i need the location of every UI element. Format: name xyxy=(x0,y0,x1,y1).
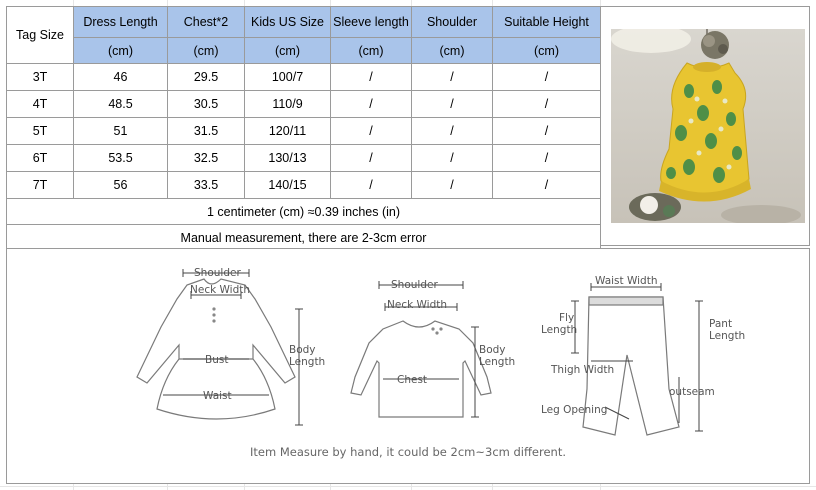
table-cell: 4T xyxy=(7,91,74,118)
header-chest: Chest*2 xyxy=(168,7,245,38)
note-row xyxy=(7,225,601,251)
shirt-outline xyxy=(351,321,491,417)
table-row xyxy=(7,118,601,145)
header-dress-length: Dress Length xyxy=(74,7,168,38)
shirt-neck-label: Neck Width xyxy=(387,299,448,311)
table-cell: / xyxy=(331,172,412,199)
table-cell: 5T xyxy=(7,118,74,145)
table-cell: 56 xyxy=(74,172,168,199)
unit-cell: (cm) xyxy=(493,38,601,64)
table-cell: 31.5 xyxy=(168,118,245,145)
table-cell: 120/11 xyxy=(245,118,331,145)
table-cell: 100/7 xyxy=(245,64,331,91)
table-cell: 32.5 xyxy=(168,145,245,172)
error-note: Manual measurement, there are 2-3cm error xyxy=(7,225,601,251)
table-cell: 7T xyxy=(7,172,74,199)
table-cell: 46 xyxy=(74,64,168,91)
header-tag-size: Tag Size xyxy=(7,7,74,64)
shirt-shoulder-label: Shoulder xyxy=(391,279,438,291)
table-cell: / xyxy=(331,145,412,172)
table-cell: / xyxy=(331,64,412,91)
table-row xyxy=(7,145,601,172)
dress-neck-label: Neck Width xyxy=(190,284,251,296)
pants-fly-length-label: Length xyxy=(541,324,578,336)
unit-cell: (cm) xyxy=(412,38,493,64)
unit-cell: (cm) xyxy=(74,38,168,64)
table-cell: / xyxy=(412,145,493,172)
dress-bust-label: Bust xyxy=(205,354,229,366)
table-cell: 110/9 xyxy=(245,91,331,118)
pants-fly-label: Fly xyxy=(559,312,575,324)
shirt-body-label: Body xyxy=(479,344,506,356)
pants-pant-label: Pant xyxy=(709,318,733,330)
table-cell: 48.5 xyxy=(74,91,168,118)
table-cell: 33.5 xyxy=(168,172,245,199)
table-row xyxy=(7,172,601,199)
dress-length-label: Length xyxy=(289,356,326,368)
pants-waist-label: Waist Width xyxy=(595,275,658,287)
shirt-length-label: Length xyxy=(479,356,516,368)
dress-waist-label: Waist xyxy=(203,390,232,402)
dress-body-label: Body xyxy=(289,344,316,356)
table-row xyxy=(7,91,601,118)
unit-cell: (cm) xyxy=(168,38,245,64)
measure-footnote: Item Measure by hand, it could be 2cm~3cm different. xyxy=(249,445,567,459)
table-cell: / xyxy=(331,91,412,118)
pants-outseam-label: outseam xyxy=(669,386,715,398)
dress-photo-illustration xyxy=(611,29,805,223)
table-cell: / xyxy=(412,172,493,199)
pants-pant-length-label: Length xyxy=(709,330,746,342)
pants-leg-opening-label: Leg Opening xyxy=(541,404,608,416)
dress-shoulder-label: Shoulder xyxy=(194,267,241,279)
grid-line xyxy=(0,486,816,487)
header-sleeve-length: Sleeve length xyxy=(331,7,412,38)
table-cell: 140/15 xyxy=(245,172,331,199)
table-cell: / xyxy=(493,172,601,199)
measurement-diagram xyxy=(6,248,810,484)
unit-cell: (cm) xyxy=(331,38,412,64)
table-cell: 53.5 xyxy=(74,145,168,172)
conversion-note: 1 centimeter (cm) ≈0.39 inches (in) xyxy=(7,199,601,225)
table-cell: / xyxy=(412,64,493,91)
header-kids-us-size: Kids US Size xyxy=(245,7,331,38)
pants-thigh-label: Thigh Width xyxy=(551,364,615,376)
header-row xyxy=(7,7,601,38)
size-chart-table xyxy=(6,6,601,251)
note-row xyxy=(7,199,601,225)
unit-row xyxy=(7,38,601,64)
unit-cell: (cm) xyxy=(245,38,331,64)
product-photo xyxy=(611,29,805,223)
table-row xyxy=(7,64,601,91)
table-cell: / xyxy=(493,118,601,145)
table-cell: / xyxy=(412,118,493,145)
table-cell: / xyxy=(331,118,412,145)
table-cell: / xyxy=(412,91,493,118)
table-cell: 51 xyxy=(74,118,168,145)
product-photo-frame xyxy=(600,6,810,246)
header-shoulder: Shoulder xyxy=(412,7,493,38)
table-cell: 6T xyxy=(7,145,74,172)
table-cell: 29.5 xyxy=(168,64,245,91)
table-cell: / xyxy=(493,145,601,172)
table-cell: 30.5 xyxy=(168,91,245,118)
table-cell: 130/13 xyxy=(245,145,331,172)
table-cell: 3T xyxy=(7,64,74,91)
header-suitable-height: Suitable Height xyxy=(493,7,601,38)
table-cell: / xyxy=(493,91,601,118)
shirt-chest-label: Chest xyxy=(397,374,428,386)
table-cell: / xyxy=(493,64,601,91)
